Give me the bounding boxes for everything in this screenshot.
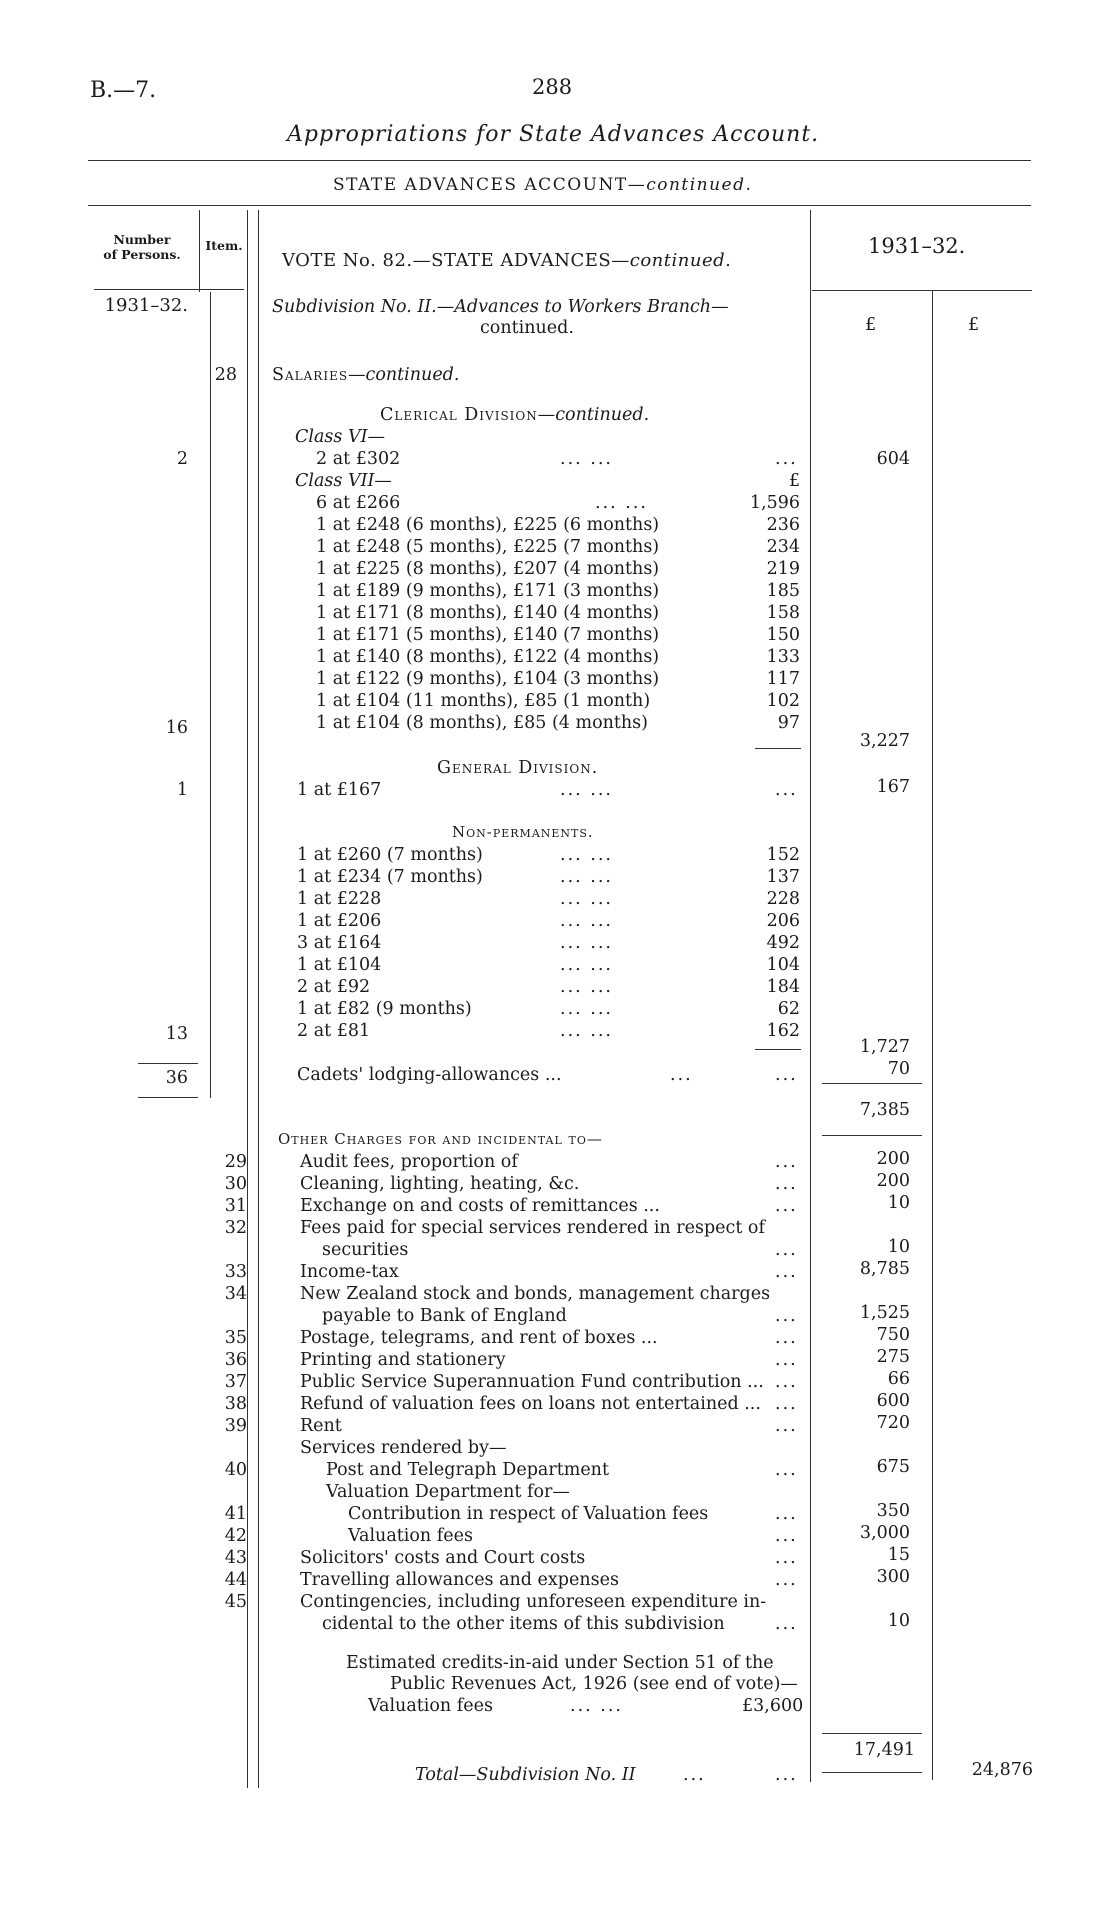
credits-line1: Estimated credits-in-aid under Section 51 of the bbox=[346, 1653, 774, 1673]
charge-text: New Zealand stock and bonds, management charges bbox=[300, 1284, 771, 1304]
clerical-row-text: 1 at £171 (5 months), £140 (7 months) bbox=[316, 625, 660, 645]
services-heading: Services rendered by— bbox=[300, 1438, 507, 1458]
persons-count: 2 bbox=[176, 449, 188, 469]
leader-dots: ... ... bbox=[560, 977, 613, 997]
charge-text-cont: payable to Bank of England bbox=[322, 1306, 567, 1326]
item-number: 34 bbox=[224, 1284, 247, 1304]
credits-line3: Valuation fees bbox=[368, 1696, 493, 1716]
page-number: 288 bbox=[532, 75, 573, 99]
clerical-row-text: 1 at £248 (5 months), £225 (7 months) bbox=[316, 537, 660, 557]
nonperm-total: 1,727 bbox=[859, 1037, 910, 1057]
charge-value: 720 bbox=[876, 1413, 910, 1433]
charge-value: 350 bbox=[876, 1501, 910, 1521]
charge-text: Cleaning, lighting, heating, &c. bbox=[300, 1174, 580, 1194]
vote-cont: —continued. bbox=[611, 250, 732, 271]
nonperm-row-text: 1 at £234 (7 months) bbox=[297, 867, 483, 887]
charge-text: Post and Telegraph Department bbox=[326, 1460, 609, 1480]
col-divider bbox=[199, 210, 200, 292]
col-persons-line2: of Persons. bbox=[103, 247, 181, 262]
nonperm-row-value: 206 bbox=[766, 911, 800, 931]
subdivision-heading: Subdivision No. II.—Advances to Workers Branch— bbox=[272, 297, 729, 317]
leader-dots: ... bbox=[775, 780, 798, 800]
clerical-label: Clerical Division bbox=[380, 405, 538, 425]
cadets-value: 70 bbox=[887, 1059, 910, 1079]
account-banner bbox=[333, 175, 752, 195]
clerical-row-text: 1 at £104 (8 months), £85 (4 months) bbox=[316, 713, 648, 733]
leader-dots: ... ... bbox=[560, 999, 613, 1019]
leader-dots: ... bbox=[775, 1416, 798, 1436]
persons-grand-total: 36 bbox=[165, 1068, 188, 1088]
item-number: 43 bbox=[224, 1548, 247, 1568]
nonperm-row-text: 1 at £82 (9 months) bbox=[297, 999, 472, 1019]
item-number: 45 bbox=[224, 1592, 247, 1612]
nonperm-row-text: 3 at £164 bbox=[297, 933, 382, 953]
col-divider bbox=[247, 210, 248, 1788]
clerical-total: 3,227 bbox=[859, 731, 910, 751]
clerical-row-value: 219 bbox=[766, 559, 800, 579]
clerical-row-text: 1 at £171 (8 months), £140 (4 months) bbox=[316, 603, 660, 623]
charge-value: 675 bbox=[876, 1457, 910, 1477]
charge-value: 600 bbox=[876, 1391, 910, 1411]
leader-dots: ... bbox=[775, 1394, 798, 1414]
nonperm-row-value: 492 bbox=[766, 933, 800, 953]
col-divider bbox=[258, 210, 259, 1788]
leader-dots: ... ... bbox=[560, 867, 613, 887]
charge-text: Income-tax bbox=[300, 1262, 399, 1282]
leader-dots: ... bbox=[775, 1350, 798, 1370]
charge-value: 200 bbox=[876, 1149, 910, 1169]
nonperm-row-value: 62 bbox=[777, 999, 800, 1019]
leader-dots: ... bbox=[775, 1504, 798, 1524]
charge-value: 275 bbox=[876, 1347, 910, 1367]
clerical-row-value: 234 bbox=[766, 537, 800, 557]
rule bbox=[822, 1083, 922, 1084]
rule bbox=[822, 1733, 922, 1734]
charge-value: 750 bbox=[876, 1325, 910, 1345]
col-persons-header bbox=[90, 232, 194, 262]
charge-text: Public Service Superannuation Fund contribution ... bbox=[300, 1372, 764, 1392]
item-number: 41 bbox=[224, 1504, 247, 1524]
leader-dots: ... ... bbox=[595, 493, 648, 513]
leader-dots: ... bbox=[775, 449, 798, 469]
charge-text: Solicitors' costs and Court costs bbox=[300, 1548, 586, 1568]
leader-dots: ... ... bbox=[560, 845, 613, 865]
item-number: 35 bbox=[224, 1328, 247, 1348]
clerical-row-text: 6 at £266 bbox=[316, 493, 401, 513]
item-number: 29 bbox=[224, 1152, 247, 1172]
persons-count: 13 bbox=[165, 1024, 188, 1044]
charge-text: Refund of valuation fees on loans not entertained ... bbox=[300, 1394, 761, 1414]
clerical-row-text: 1 at £225 (8 months), £207 (4 months) bbox=[316, 559, 660, 579]
clerical-heading bbox=[380, 405, 649, 425]
item-number: 36 bbox=[224, 1350, 247, 1370]
page-title: Appropriations for State Advances Account. bbox=[287, 122, 820, 147]
nonperm-row-value: 228 bbox=[766, 889, 800, 909]
item-number: 33 bbox=[224, 1262, 247, 1282]
charge-text: Contribution in respect of Valuation fees bbox=[348, 1504, 709, 1524]
leader-dots: ... bbox=[775, 1548, 798, 1568]
rule bbox=[822, 1135, 922, 1136]
valuation-heading: Valuation Department for— bbox=[326, 1482, 570, 1502]
pound-sign-col1: £ bbox=[865, 315, 877, 335]
col-divider bbox=[810, 210, 811, 1782]
charge-text: Contingencies, including unforeseen expenditure in- bbox=[300, 1592, 767, 1612]
leader-dots: ... bbox=[775, 1065, 798, 1085]
nonperm-row-value: 162 bbox=[766, 1021, 800, 1041]
cadets-row: Cadets' lodging-allowances ... bbox=[297, 1065, 562, 1085]
salaries-label: Salaries bbox=[272, 365, 349, 385]
charge-value: 200 bbox=[876, 1171, 910, 1191]
leader-dots: ... ... bbox=[560, 955, 613, 975]
leader-dots: ... ... bbox=[560, 933, 613, 953]
charge-value: 3,000 bbox=[859, 1523, 910, 1543]
other-charges-heading: Other Charges for and incidental to— bbox=[278, 1130, 603, 1148]
subdivision-cont: continued. bbox=[480, 318, 574, 338]
nonperm-row-value: 184 bbox=[766, 977, 800, 997]
leader-dots: ... bbox=[775, 1765, 798, 1785]
leader-dots: ... bbox=[775, 1526, 798, 1546]
general-total: 167 bbox=[876, 777, 910, 797]
salaries-cont: —continued. bbox=[348, 365, 460, 385]
general-heading: General Division. bbox=[437, 758, 599, 778]
col-divider bbox=[210, 292, 211, 1098]
leader-dots: ... bbox=[775, 1152, 798, 1172]
charge-text: Printing and stationery bbox=[300, 1350, 506, 1370]
total-label: Total—Subdivision No. II bbox=[415, 1765, 636, 1785]
vote-heading bbox=[282, 250, 731, 271]
class-vi-total: 604 bbox=[876, 449, 910, 469]
leader-dots: ... bbox=[775, 1174, 798, 1194]
persons-count: 1 bbox=[176, 780, 188, 800]
col-persons-line1: Number bbox=[113, 232, 171, 247]
leader-dots: ... ... bbox=[560, 449, 613, 469]
clerical-row-text: 1 at £122 (9 months), £104 (3 months) bbox=[316, 669, 660, 689]
clerical-row-text: 1 at £104 (11 months), £85 (1 month) bbox=[316, 691, 651, 711]
rule bbox=[94, 289, 199, 290]
rule bbox=[88, 160, 1031, 161]
pound-sign-col2: £ bbox=[968, 315, 980, 335]
salaries-heading bbox=[272, 365, 459, 385]
nonperm-row-text: 1 at £104 bbox=[297, 955, 382, 975]
persons-count: 16 bbox=[165, 718, 188, 738]
rule bbox=[812, 290, 1032, 291]
nonperm-heading: Non-permanents. bbox=[452, 823, 594, 841]
other-charges-total: 17,491 bbox=[853, 1740, 915, 1760]
leader-dots: ... bbox=[775, 1240, 798, 1260]
charge-value: 10 bbox=[887, 1237, 910, 1257]
rule bbox=[138, 1097, 198, 1098]
charge-text: Rent bbox=[300, 1416, 342, 1436]
leader-dots: ... ... bbox=[560, 889, 613, 909]
leader-dots: ... bbox=[775, 1570, 798, 1590]
clerical-row-value: 158 bbox=[766, 603, 800, 623]
total-value: 24,876 bbox=[971, 1760, 1033, 1780]
leader-dots: ... ... bbox=[560, 911, 613, 931]
class-vi-row: 2 at £302 bbox=[316, 449, 401, 469]
leader-dots: ... bbox=[775, 1262, 798, 1282]
credits-line2: Public Revenues Act, 1926 (see end of vote)— bbox=[390, 1674, 798, 1694]
pound-sign: £ bbox=[788, 471, 800, 491]
rule bbox=[88, 205, 1031, 206]
charge-text-cont: securities bbox=[322, 1240, 409, 1260]
charge-text: Exchange on and costs of remittances ... bbox=[300, 1196, 660, 1216]
rule bbox=[822, 1772, 922, 1773]
item-number: 30 bbox=[224, 1174, 247, 1194]
leader-dots: ... bbox=[775, 1460, 798, 1480]
nonperm-row-text: 2 at £92 bbox=[297, 977, 371, 997]
clerical-row-text: 1 at £140 (8 months), £122 (4 months) bbox=[316, 647, 660, 667]
leader-dots: ... bbox=[775, 1328, 798, 1348]
clerical-row-text: 1 at £189 (9 months), £171 (3 months) bbox=[316, 581, 660, 601]
item-number: 28 bbox=[214, 365, 237, 385]
charge-text: Travelling allowances and expenses bbox=[300, 1570, 619, 1590]
item-number: 37 bbox=[224, 1372, 247, 1392]
nonperm-row-value: 104 bbox=[766, 955, 800, 975]
leader-dots: ... ... bbox=[570, 1696, 623, 1716]
item-number: 42 bbox=[224, 1526, 247, 1546]
col-item-header: Item. bbox=[205, 238, 243, 253]
banner-cont: —continued. bbox=[627, 175, 753, 195]
year-header: 1931–32. bbox=[868, 234, 966, 258]
charge-value: 8,785 bbox=[859, 1259, 910, 1279]
leader-dots: ... ... bbox=[560, 1021, 613, 1041]
clerical-row-value: 185 bbox=[766, 581, 800, 601]
item-number: 32 bbox=[224, 1218, 247, 1238]
clerical-row-value: 117 bbox=[766, 669, 800, 689]
charge-value: 10 bbox=[887, 1193, 910, 1213]
general-row: 1 at £167 bbox=[297, 780, 382, 800]
charge-text-cont: cidental to the other items of this subdivision bbox=[322, 1614, 725, 1634]
nonperm-row-text: 1 at £206 bbox=[297, 911, 382, 931]
clerical-row-value: 236 bbox=[766, 515, 800, 535]
item-number: 39 bbox=[224, 1416, 247, 1436]
item-number: 31 bbox=[224, 1196, 247, 1216]
charge-text: Fees paid for special services rendered in respect of bbox=[300, 1218, 765, 1238]
rule bbox=[755, 748, 801, 749]
salaries-total: 7,385 bbox=[859, 1100, 910, 1120]
nonperm-row-value: 137 bbox=[766, 867, 800, 887]
charge-value: 1,525 bbox=[859, 1303, 910, 1323]
class-vi-label: Class VI— bbox=[295, 427, 385, 447]
leader-dots: ... bbox=[670, 1065, 693, 1085]
charge-value: 10 bbox=[887, 1611, 910, 1631]
clerical-cont: —continued. bbox=[537, 405, 650, 425]
col-divider bbox=[932, 290, 933, 1780]
leader-dots: ... ... bbox=[560, 780, 613, 800]
clerical-row-value: 102 bbox=[766, 691, 800, 711]
leader-dots: ... bbox=[775, 1306, 798, 1326]
nonperm-row-text: 2 at £81 bbox=[297, 1021, 371, 1041]
clerical-row-value: 150 bbox=[766, 625, 800, 645]
clerical-row-value: 133 bbox=[766, 647, 800, 667]
clerical-row-value: 97 bbox=[777, 713, 800, 733]
rule bbox=[138, 1063, 198, 1064]
leader-dots: ... bbox=[683, 1765, 706, 1785]
charge-value: 300 bbox=[876, 1567, 910, 1587]
rule bbox=[200, 289, 244, 290]
charge-value: 66 bbox=[887, 1369, 910, 1389]
rule bbox=[755, 1049, 801, 1050]
banner-text: STATE ADVANCES ACCOUNT bbox=[333, 175, 628, 195]
charge-text: Postage, telegrams, and rent of boxes ... bbox=[300, 1328, 658, 1348]
clerical-row-text: 1 at £248 (6 months), £225 (6 months) bbox=[316, 515, 660, 535]
charge-text: Audit fees, proportion of bbox=[300, 1152, 518, 1172]
nonperm-row-text: 1 at £228 bbox=[297, 889, 382, 909]
credits-amount: £3,600 bbox=[742, 1696, 804, 1716]
item-number: 44 bbox=[224, 1570, 247, 1590]
document-reference: B.—7. bbox=[90, 78, 157, 103]
charge-value: 15 bbox=[887, 1545, 910, 1565]
item-number: 38 bbox=[224, 1394, 247, 1414]
charge-text: Valuation fees bbox=[348, 1526, 473, 1546]
vote-text: VOTE No. 82.—STATE ADVANCES bbox=[282, 250, 612, 271]
nonperm-row-value: 152 bbox=[766, 845, 800, 865]
persons-year: 1931–32. bbox=[104, 295, 188, 316]
item-number: 40 bbox=[224, 1460, 247, 1480]
class-vii-label: Class VII— bbox=[295, 471, 392, 491]
nonperm-row-text: 1 at £260 (7 months) bbox=[297, 845, 483, 865]
leader-dots: ... bbox=[775, 1196, 798, 1216]
leader-dots: ... bbox=[775, 1372, 798, 1392]
leader-dots: ... bbox=[775, 1614, 798, 1634]
clerical-row-value: 1,596 bbox=[749, 493, 800, 513]
